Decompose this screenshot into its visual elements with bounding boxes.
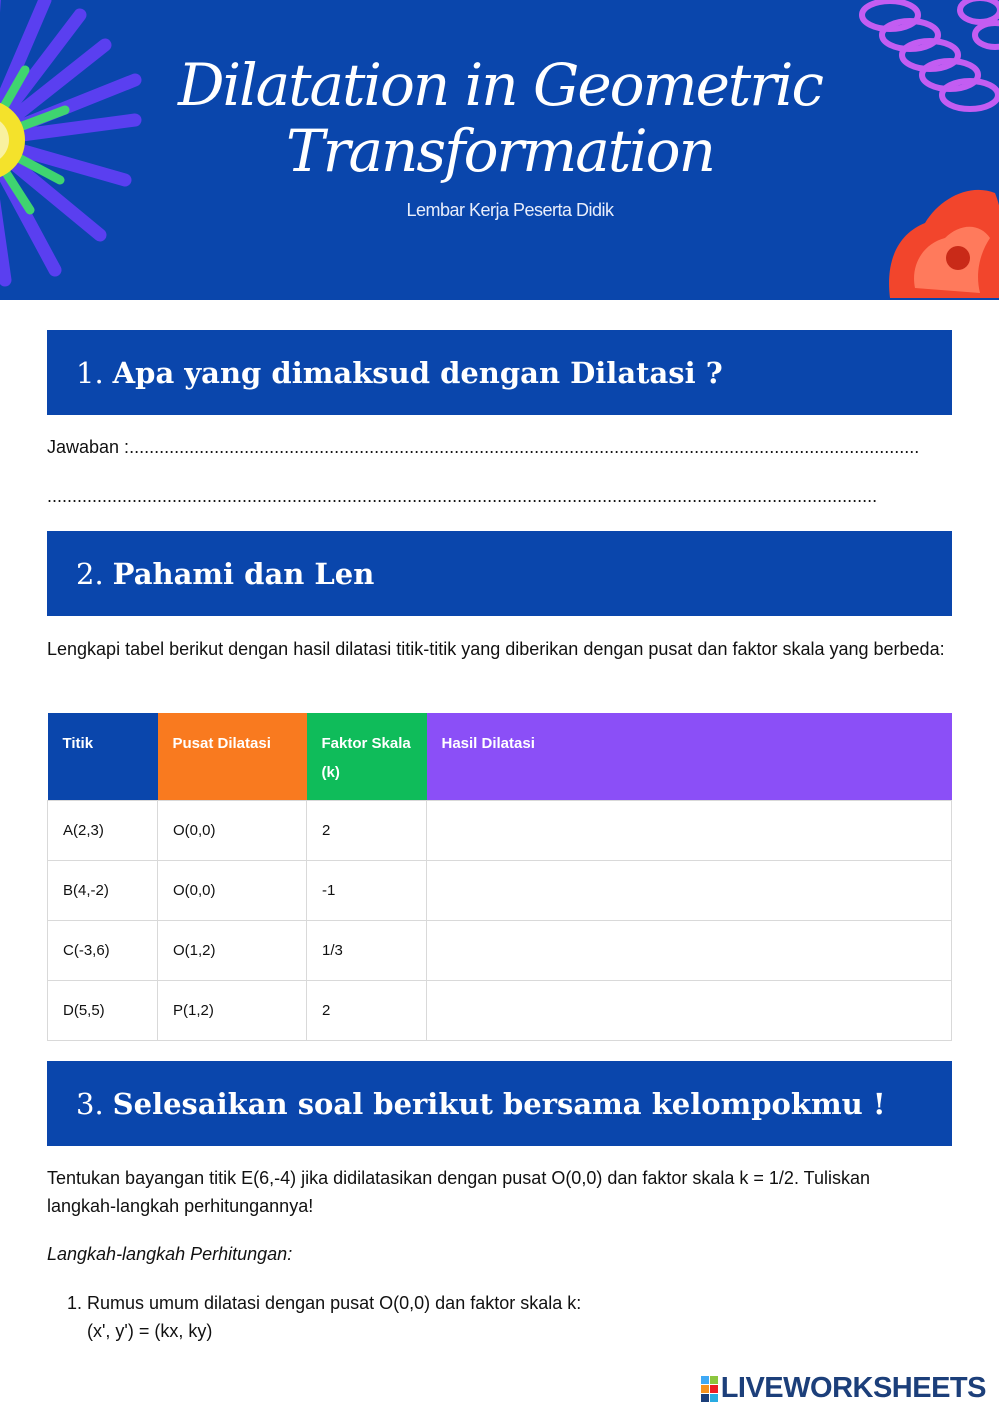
logo-mark-icon <box>701 1376 718 1402</box>
page-subtitle: Lembar Kerja Peserta Didik <box>406 200 614 220</box>
problem-text: Tentukan bayangan titik E(6,-4) jika didilatasikan dengan pusat O(0,0) dan faktor skala k = 1/2. Tuliskan langkah-langkah perhitungannya! <box>47 1168 870 1216</box>
section-1-title: Apa yang dimaksud dengan Dilatasi ? <box>112 355 723 390</box>
coil-illustration <box>850 0 999 130</box>
cell-faktor: 1/3 <box>307 920 427 980</box>
sea-anemone-illustration <box>0 0 170 290</box>
liveworksheets-logo <box>701 1372 986 1405</box>
steps-list <box>47 1289 887 1345</box>
answer-dots-1: .............................................................................................................................................................. <box>129 437 920 457</box>
cell-faktor: 2 <box>307 980 427 1040</box>
cell-titik: B(4,-2) <box>48 860 158 920</box>
cell-pusat: O(0,0) <box>158 860 307 920</box>
table-row <box>48 920 952 980</box>
cell-hasil-input[interactable] <box>427 920 952 980</box>
header-banner <box>0 0 999 300</box>
section-1-number: 1. <box>76 355 104 390</box>
table-row <box>48 800 952 860</box>
cell-pusat: P(1,2) <box>158 980 307 1040</box>
cell-hasil-input[interactable] <box>427 860 952 920</box>
table-instruction: Lengkapi tabel berikut dengan hasil dilatasi titik-titik yang diberikan dengan pusat dan faktor skala yang berbeda: <box>47 639 945 659</box>
coral-illustration <box>880 178 999 300</box>
cell-titik: A(2,3) <box>48 800 158 860</box>
answer-label: Jawaban : <box>47 437 130 457</box>
table-row <box>48 980 952 1040</box>
section-2-number: 2. <box>76 556 104 591</box>
header-hasil-dilatasi: Hasil Dilatasi <box>427 713 952 800</box>
page-title <box>150 52 850 184</box>
steps-heading: Langkah-langkah Perhitungan: <box>47 1244 293 1264</box>
section-3-number: 3. <box>76 1086 104 1121</box>
step-1-line-2: (x', y') = (kx, ky) <box>87 1321 213 1341</box>
header-faktor-skala: Faktor Skala (k) <box>307 713 427 800</box>
title-line-2: Transformation <box>286 117 714 185</box>
cell-titik: D(5,5) <box>48 980 158 1040</box>
section-3-title: Selesaikan soal berikut bersama kelompokmu ! <box>112 1086 886 1121</box>
list-item <box>87 1289 887 1345</box>
answer-dots-2: ...................................................................................................................................................................... <box>47 486 878 506</box>
cell-hasil-input[interactable] <box>427 800 952 860</box>
header-pusat-dilatasi: Pusat Dilatasi <box>158 713 307 800</box>
answer-line-1[interactable] <box>47 437 952 458</box>
cell-pusat: O(1,2) <box>158 920 307 980</box>
table-header-row <box>48 713 952 800</box>
cell-pusat: O(0,0) <box>158 800 307 860</box>
section-2-title: Pahami dan Len <box>112 556 375 591</box>
cell-faktor: 2 <box>307 800 427 860</box>
answer-line-2[interactable] <box>47 486 952 507</box>
step-1-line-1: Rumus umum dilatasi dengan pusat O(0,0) dan faktor skala k: <box>87 1293 582 1313</box>
logo-text: LIVEWORKSHEETS <box>720 1372 986 1404</box>
table-row <box>48 860 952 920</box>
section-2-header <box>47 531 952 616</box>
header-titik: Titik <box>48 713 158 800</box>
section-3-header <box>47 1061 952 1146</box>
cell-faktor: -1 <box>307 860 427 920</box>
dilatation-table <box>47 713 952 1041</box>
cell-hasil-input[interactable] <box>427 980 952 1040</box>
section-1-header <box>47 330 952 415</box>
title-line-1: Dilatation in Geometric <box>178 51 822 119</box>
cell-titik: C(-3,6) <box>48 920 158 980</box>
